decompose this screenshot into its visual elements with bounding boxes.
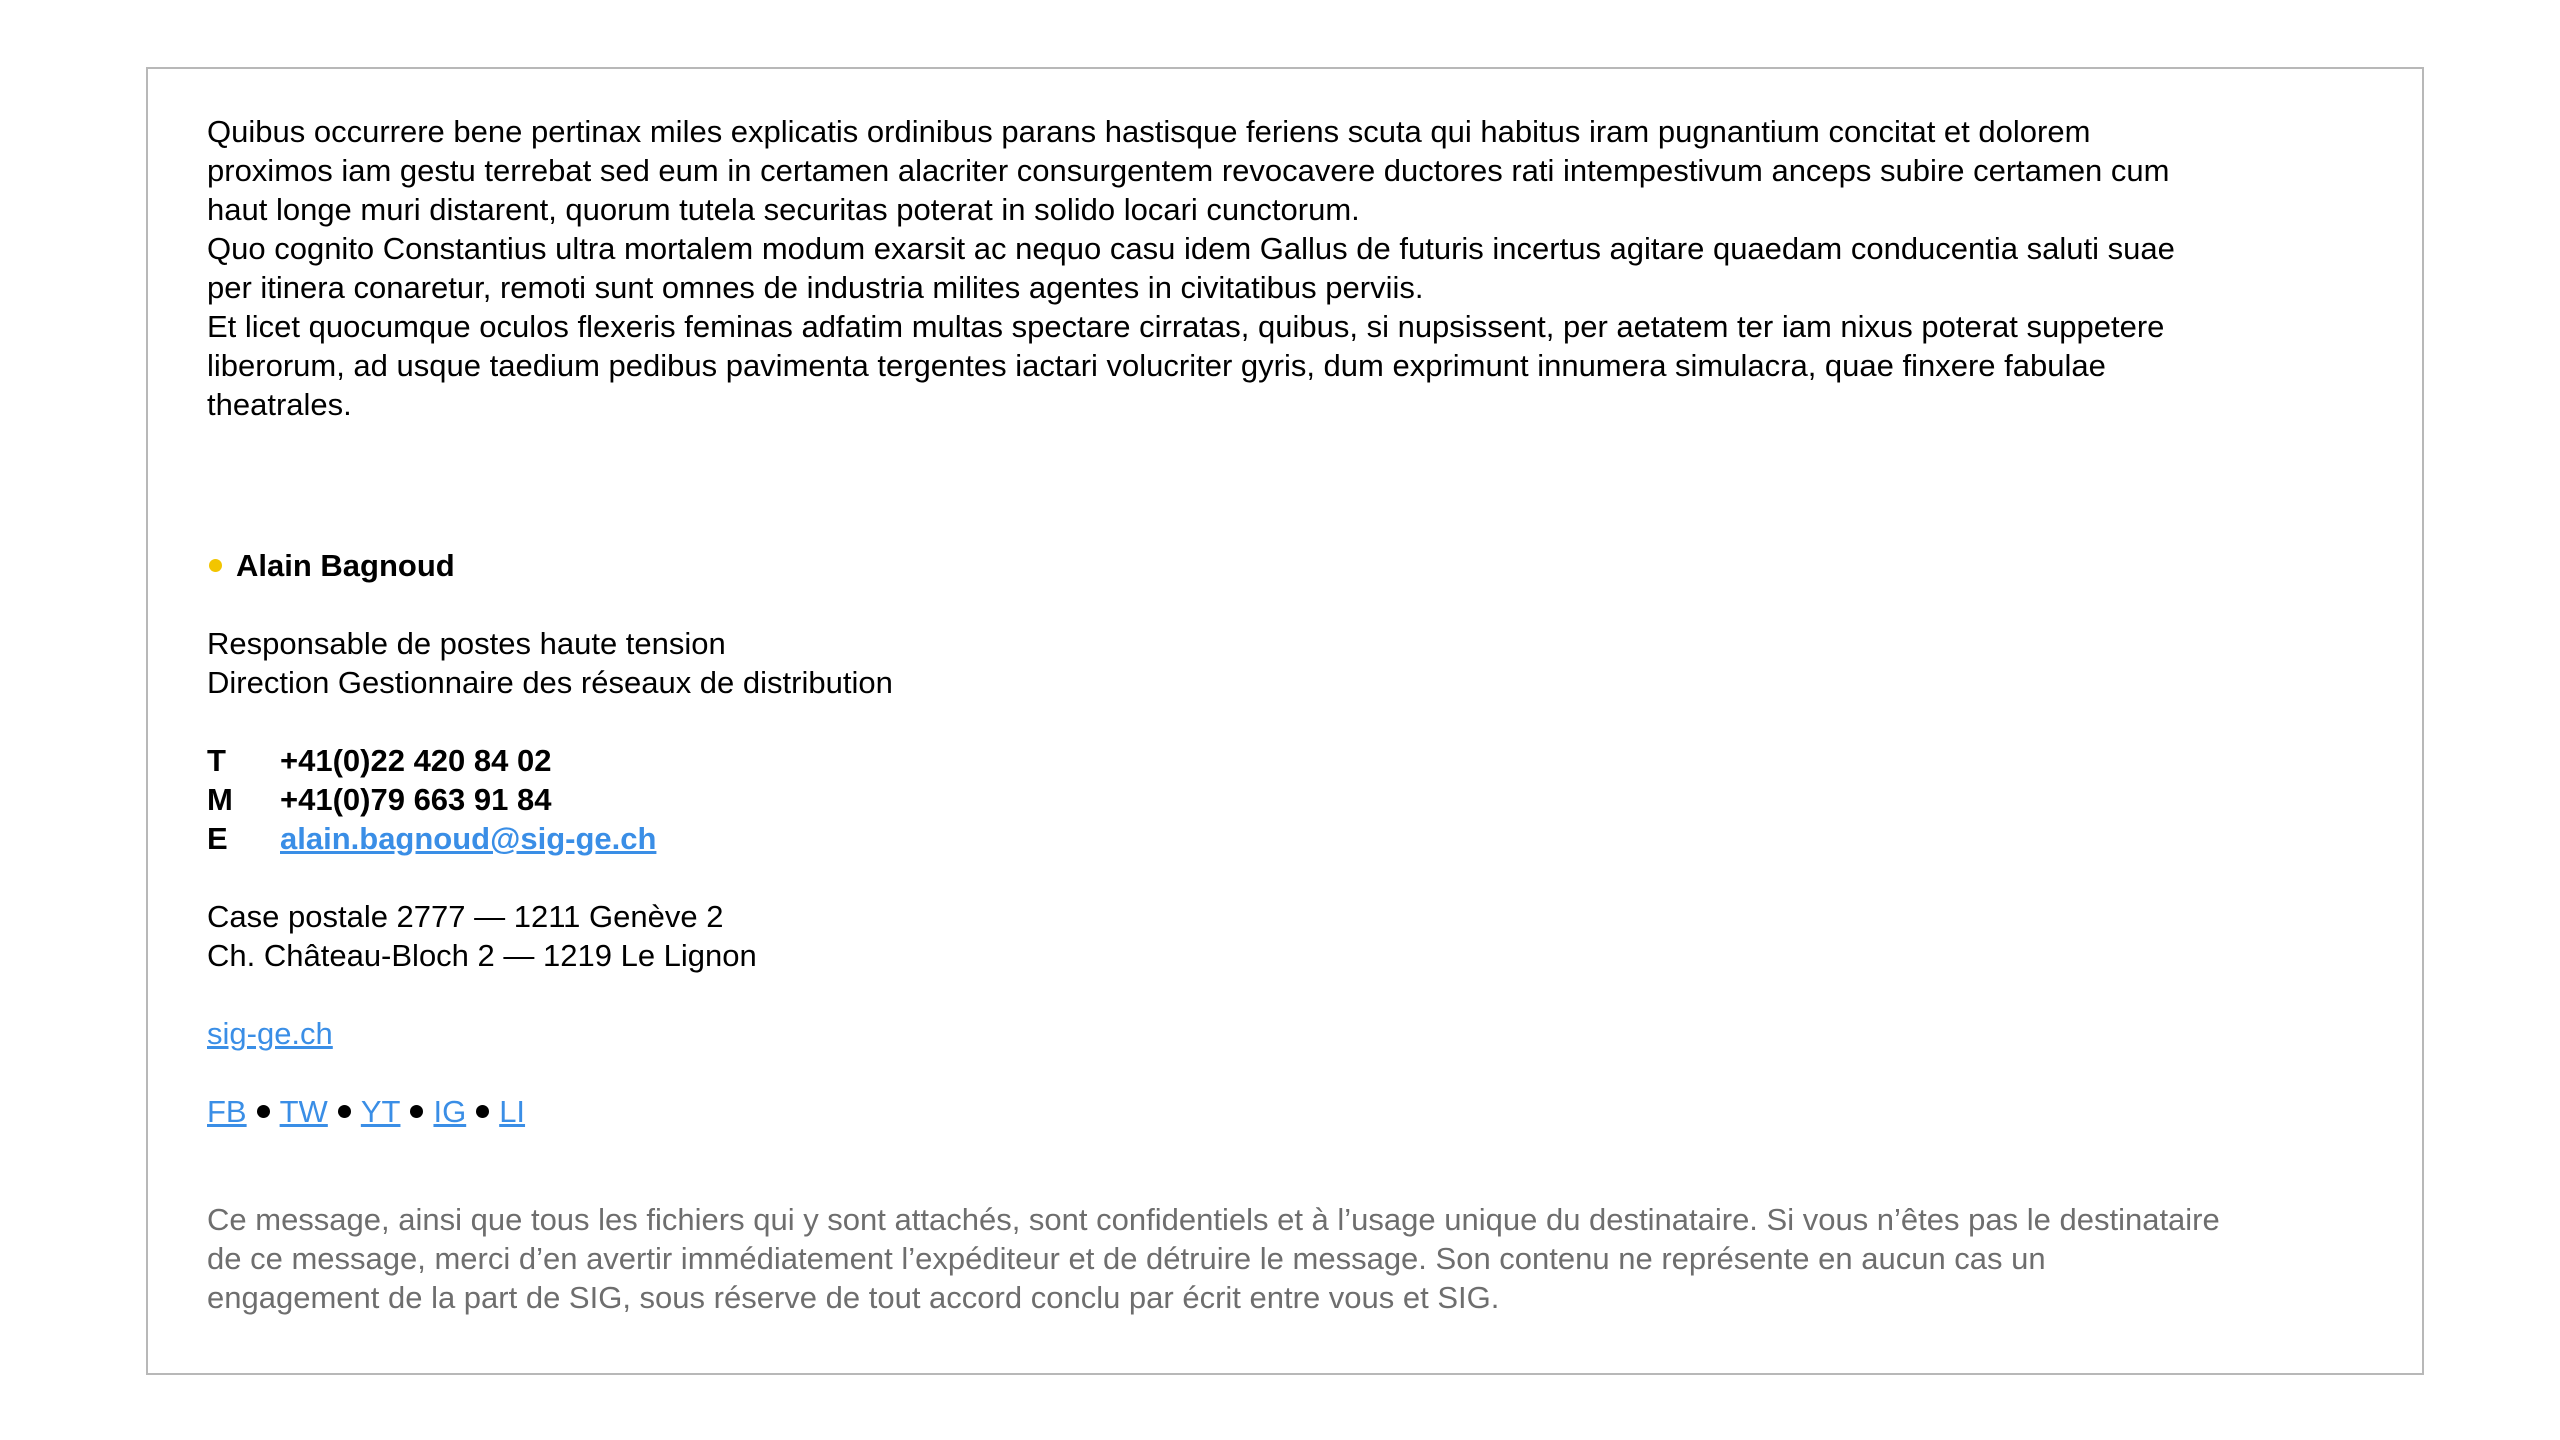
website-link[interactable]: sig-ge.ch [207, 1016, 333, 1051]
bullet-separator-icon [410, 1105, 423, 1118]
contact-phone-key: T [207, 743, 226, 778]
address-line-street: Ch. Château-Bloch 2 — 1219 Le Lignon [207, 938, 757, 973]
social-links [207, 1092, 2367, 1131]
signature-address [207, 897, 2367, 975]
email-signature [207, 546, 2367, 1131]
body-line: Et licet quocumque oculos flexeris feminas adfatim multas spectare cirratas, quibus, si nupsissent, per aetatem ter iam nixus poterat suppetere [207, 309, 2165, 344]
social-link-fb[interactable]: FB [207, 1094, 247, 1129]
website-row [207, 1014, 2367, 1053]
social-link-yt[interactable]: YT [360, 1094, 401, 1129]
yellow-dot-icon [209, 559, 222, 572]
contact-phone-value: +41(0)22 420 84 02 [280, 743, 552, 778]
bullet-separator-icon [476, 1105, 489, 1118]
social-link-ig[interactable]: IG [433, 1094, 467, 1129]
contact-mobile-value: +41(0)79 663 91 84 [280, 782, 552, 817]
social-link-li[interactable]: LI [499, 1094, 526, 1129]
address-line-postal: Case postale 2777 — 1211 Genève 2 [207, 899, 724, 934]
contact-email-row [207, 819, 2367, 858]
body-line: Quo cognito Constantius ultra mortalem modum exarsit ac nequo casu idem Gallus de futuris incertus agitare quaedam conducentia saluti suae [207, 231, 2175, 266]
contact-mobile-row [207, 780, 2367, 819]
social-link-tw[interactable]: TW [279, 1094, 328, 1129]
contact-email-key: E [207, 821, 228, 856]
signature-title-block [207, 624, 2367, 702]
contact-phone-row [207, 741, 2367, 780]
body-line: liberorum, ad usque taedium pedibus pavimenta tergentes iactari volucriter gyris, dum exprimunt innumera simulacra, quae finxere fabulae [207, 348, 2106, 383]
body-line: theatrales. [207, 387, 352, 422]
body-paragraph [207, 229, 2367, 307]
body-line: proximos iam gestu terrebat sed eum in certamen alacriter consurgentem revocavere ductores rati intempestivum anceps subire certamen cum [207, 153, 2170, 188]
disclaimer-line: Ce message, ainsi que tous les fichiers qui y sont attachés, sont confidentiels et à l’usage unique du destinataire. Si vous n’êtes pas le destinataire [207, 1202, 2220, 1237]
body-line: Quibus occurrere bene pertinax miles explicatis ordinibus parans hastisque feriens scuta qui habitus iram pugnantium concitat et dolorem [207, 114, 2091, 149]
email-link[interactable]: alain.bagnoud@sig-ge.ch [280, 821, 657, 856]
confidentiality-disclaimer [207, 1200, 2367, 1317]
email-body-frame [146, 67, 2424, 1375]
signature-contacts [207, 741, 2367, 858]
bullet-separator-icon [257, 1105, 270, 1118]
body-line: haut longe muri distarent, quorum tutela securitas poterat in solido locari cunctorum. [207, 192, 1360, 227]
disclaimer-line: engagement de la part de SIG, sous réserve de tout accord conclu par écrit entre vous et SIG. [207, 1280, 1500, 1315]
signature-department: Direction Gestionnaire des réseaux de distribution [207, 665, 893, 700]
email-content [207, 112, 2367, 1317]
body-line: per itinera conaretur, remoti sunt omnes de industria milites agentes in civitatibus perviis. [207, 270, 1424, 305]
signature-role: Responsable de postes haute tension [207, 626, 726, 661]
body-paragraph [207, 112, 2367, 229]
message-body [207, 112, 2367, 424]
disclaimer-line: de ce message, merci d’en avertir immédiatement l’expéditeur et de détruire le message. Son contenu ne représente en aucun cas un [207, 1241, 2046, 1276]
body-paragraph [207, 307, 2367, 424]
contact-mobile-key: M [207, 782, 233, 817]
bullet-separator-icon [338, 1105, 351, 1118]
signature-name: Alain Bagnoud [236, 548, 455, 583]
signature-name-row [207, 546, 2367, 585]
